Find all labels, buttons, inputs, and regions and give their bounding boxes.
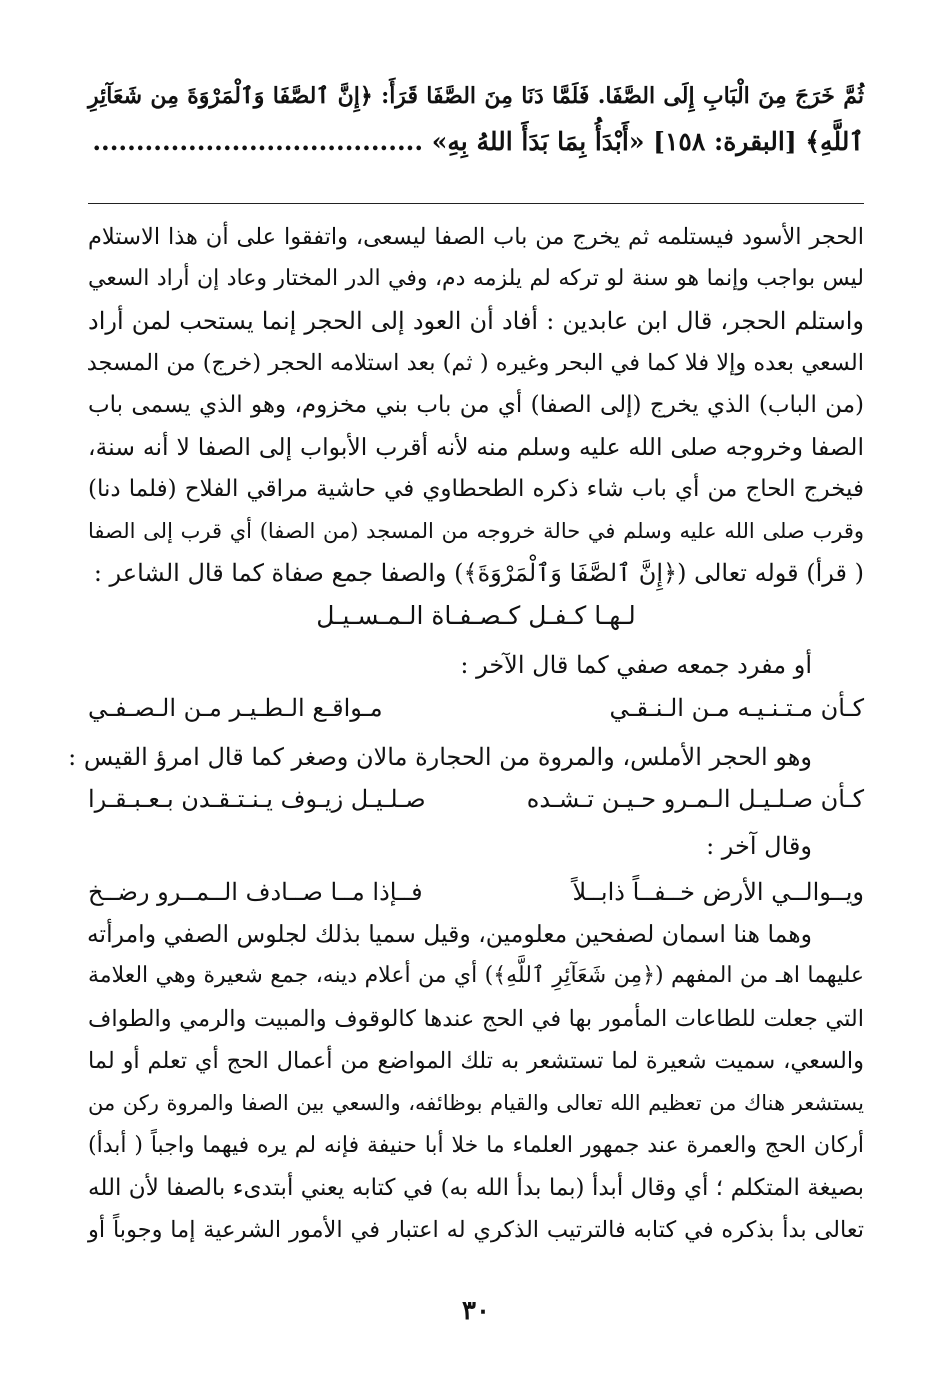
- verse-3-first-hemistich: كـأن صـلـيـل الـمـرو حـيـن تـشـده: [526, 785, 864, 813]
- text-line: أركان الحج والعمرة عند جمهور العلماء ما خلا أبا حنيفة فإنه لم يره فيهما واجباً ( أبدأ): [88, 1132, 864, 1158]
- text-line: والسعي، سميت شعيرة لما تستشعر به تلك المواضع من أعمال الحج أي تعلم أو لما: [88, 1047, 864, 1074]
- text-line: وقرب صلى الله عليه وسلم في حالة خروجه من المسجد (من الصفا) أي قرب إلى الصفا: [88, 519, 864, 543]
- commentary-line: وهو الحجر الأملس، والمروة من الحجارة مالان وصغر كما قال امرؤ القيس :: [68, 743, 812, 771]
- hadith-line-2: ٱللَّهِ﴾ [البقرة: ١٥٨] «أَبْدَأُ بِمَا بَدَأَ اللهُ بِهِ» ......................................: [92, 127, 864, 156]
- verse-1: لـهـا كـفـل كـصـفـاة الـمـسـيـل: [316, 601, 636, 630]
- text-line: التي جعلت للطاعات المأمور بها في الحج عندها كالوقوف والمبيت والرمي والطواف: [88, 1005, 864, 1032]
- text-line: تعالى بدأ بذكره في كتابه فالترتيب الذكري له اعتبار في الأمور الشرعية إما وجوباً أو: [88, 1217, 864, 1244]
- commentary-line: أو مفرد جمعه صفي كما قال الآخر :: [460, 651, 812, 679]
- text-line: واستلم الحجر، قال ابن عابدين : أفاد أن العود إلى الحجر إنما يستحب لمن أراد: [88, 307, 864, 335]
- text-line: عليهما اهـ من المفهم (﴿مِن شَعَآئِرِ ٱللَّهِ﴾) أي من أعلام دينه، جمع شعيرة وهي العلامة: [88, 963, 864, 989]
- page-number: ٣٠: [462, 1296, 490, 1326]
- verse-2-first-hemistich: كـأن مـتـنـيـه مـن الـنـقـي: [609, 694, 864, 722]
- hadith-line-1: ثُمَّ خَرَجَ مِنَ الْبَابِ إِلَى الصَّفَا. فَلَمَّا دَنَا مِنَ الصَّفَا قَرَأَ: ﴿إِنَّ ٱلصَّفَا وَٱلْمَرْوَةَ مِن شَعَآئِرِ: [88, 83, 864, 109]
- text-line: الحجر الأسود فيستلمه ثم يخرج من باب الصفا ليسعى، واتفقوا على أن هذا الاستلام: [88, 224, 864, 250]
- commentary-line: وقال آخر :: [706, 832, 812, 860]
- text-line: وهما هنا اسمان لصفحين معلومين، وقيل سميا بذلك لجلوس الصفي وامرأته: [86, 920, 812, 948]
- verse-2-second-hemistich: مـواقـع الـطـيـر مـن الـصـفـي: [88, 694, 383, 722]
- text-line: فيخرج الحاج من أي باب شاء ذكره الطحطاوي في حاشية مراقي الفلاح (فلما دنا): [88, 476, 864, 502]
- text-line: السعي بعده وإلا فلا كما في البحر وغيره ( ثم) بعد استلامه الحجر (خرج) من المسجد: [86, 350, 864, 376]
- text-line: ليس بواجب وإنما هو سنة لو تركه لم يلزمه دم، وفي الدر المختار وعاد إن أراد السعي: [88, 266, 864, 291]
- text-line: (من الباب) الذي يخرج (إلى الصفا) أي من باب بني مخزوم، وهو الذي يسمى باب: [88, 392, 864, 418]
- header-separator: [88, 203, 864, 204]
- text-line: ( قرأ) قوله تعالى (﴿إِنَّ ٱلصَّفَا وَٱلْمَرْوَةَ﴾) والصفا جمع صفاة كما قال الشاعر :: [93, 559, 864, 587]
- verse-4-second-hemistich: فــإذا مــا صــادف الــمــرو رضــخ: [88, 878, 423, 906]
- text-line: الصفا وخروجه صلى الله عليه وسلم منه لأنه أقرب الأبواب إلى الصفا لا أنه سنة،: [88, 433, 864, 461]
- verse-3-second-hemistich: صـلـيـل زيـوف يـنـتـقـدن بـعـبـقـرا: [88, 785, 426, 813]
- text-line: يستشعر هناك من تعظيم الله تعالى والقيام بوظائفه، والسعي بين الصفا والمروة ركن من: [88, 1091, 864, 1116]
- verse-4-first-hemistich: ويــوالــي الأرض خــفــاً ذابــلاً: [572, 878, 864, 906]
- text-line: بصيغة المتكلم ؛ أي وقال أبدأ (بما بدأ الله به) في كتابه يعني أبتدىء بالصفا لأن الله: [88, 1174, 864, 1201]
